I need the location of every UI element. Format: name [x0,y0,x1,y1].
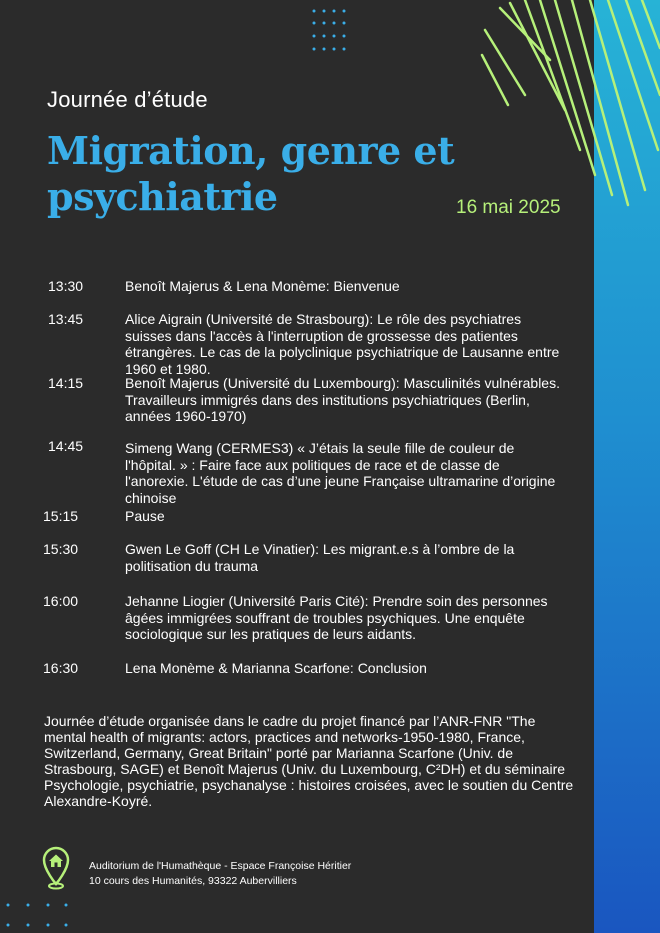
decorative-dots-bottom [6,903,76,931]
program-description: Benoît Majerus (Université du Luxembourg): Masculinités vulnérables. Travailleurs immigrés dans des institutions psychiatriques (Berlin, années 1960-1970) [125,375,560,424]
program-description: Jehanne Liogier (Université Paris Cité): Prendre soin des personnes âgées immigrées souffrant de troubles psychiques. Une enquête sociologique sur les pratiques de leurs aidants. [125,593,548,642]
program-time: 14:45 [48,438,84,454]
program-time: 15:30 [43,541,79,557]
event-type: Journée d’étude [47,87,208,112]
venue-address [89,859,351,889]
decorative-dots-top [312,9,352,54]
program-time: 13:30 [48,278,84,294]
program-time: 13:45 [48,311,84,327]
program-description: Gwen Le Goff (CH Le Vinatier): Les migrant.e.s à l’ombre de la politisation du trauma [125,541,515,574]
program-description: Benoît Majerus & Lena Monème: Bienvenue [125,278,400,294]
location-pin-home-icon [41,846,71,890]
program-time: 15:15 [43,508,79,524]
program-description: Alice Aigrain (Université de Strasbourg): Le rôle des psychiatres suisses dans l'accès à l'interruption de grossesse des patientes étrangères. Le cas de la polyclinique psychiatrique de Lausanne entre 1960 et 1980. [125,311,560,377]
page-title: Migration, genre et psychiatrie [47,128,455,219]
program-description: Simeng Wang (CERMES3) « J’étais la seule fille de couleur de l'hôpital. » : Faire face aux politiques de race et de classe de l'anorexie. L'étude de cas d’une jeune Française ultramarine d’origine chinoise [125,440,556,506]
program-time: 14:15 [48,375,84,391]
program-description: Pause [125,508,165,524]
venue-street: 10 cours des Humanités, 93322 Aubervilliers [89,875,297,887]
program-description: Lena Monème & Marianna Scarfone: Conclusion [125,660,427,676]
organization-note: Journée d’étude organisée dans le cadre du projet financé par l’ANR-FNR "The mental health of migrants: actors, practices and networks-1950-1980, France, Switzerland, Germany, Great Britain" porté par Marianna Scarfone (Univ. de Strasbourg, SAGE) et Benoît Majerus (Univ. du Luxembourg, C²DH) et du séminaire Psychologie, psychiatrie, psychanalyse : histoires croisées, avec le soutien du Centre Alexandre-Koyré. [44,713,574,809]
decorative-lines [480,0,660,210]
event-date: 16 mai 2025 [456,197,561,218]
program-time: 16:30 [43,660,79,676]
program-time: 16:00 [43,593,79,609]
venue-name: Auditorium de l'Humathèque - Espace Françoise Héritier [89,860,352,872]
